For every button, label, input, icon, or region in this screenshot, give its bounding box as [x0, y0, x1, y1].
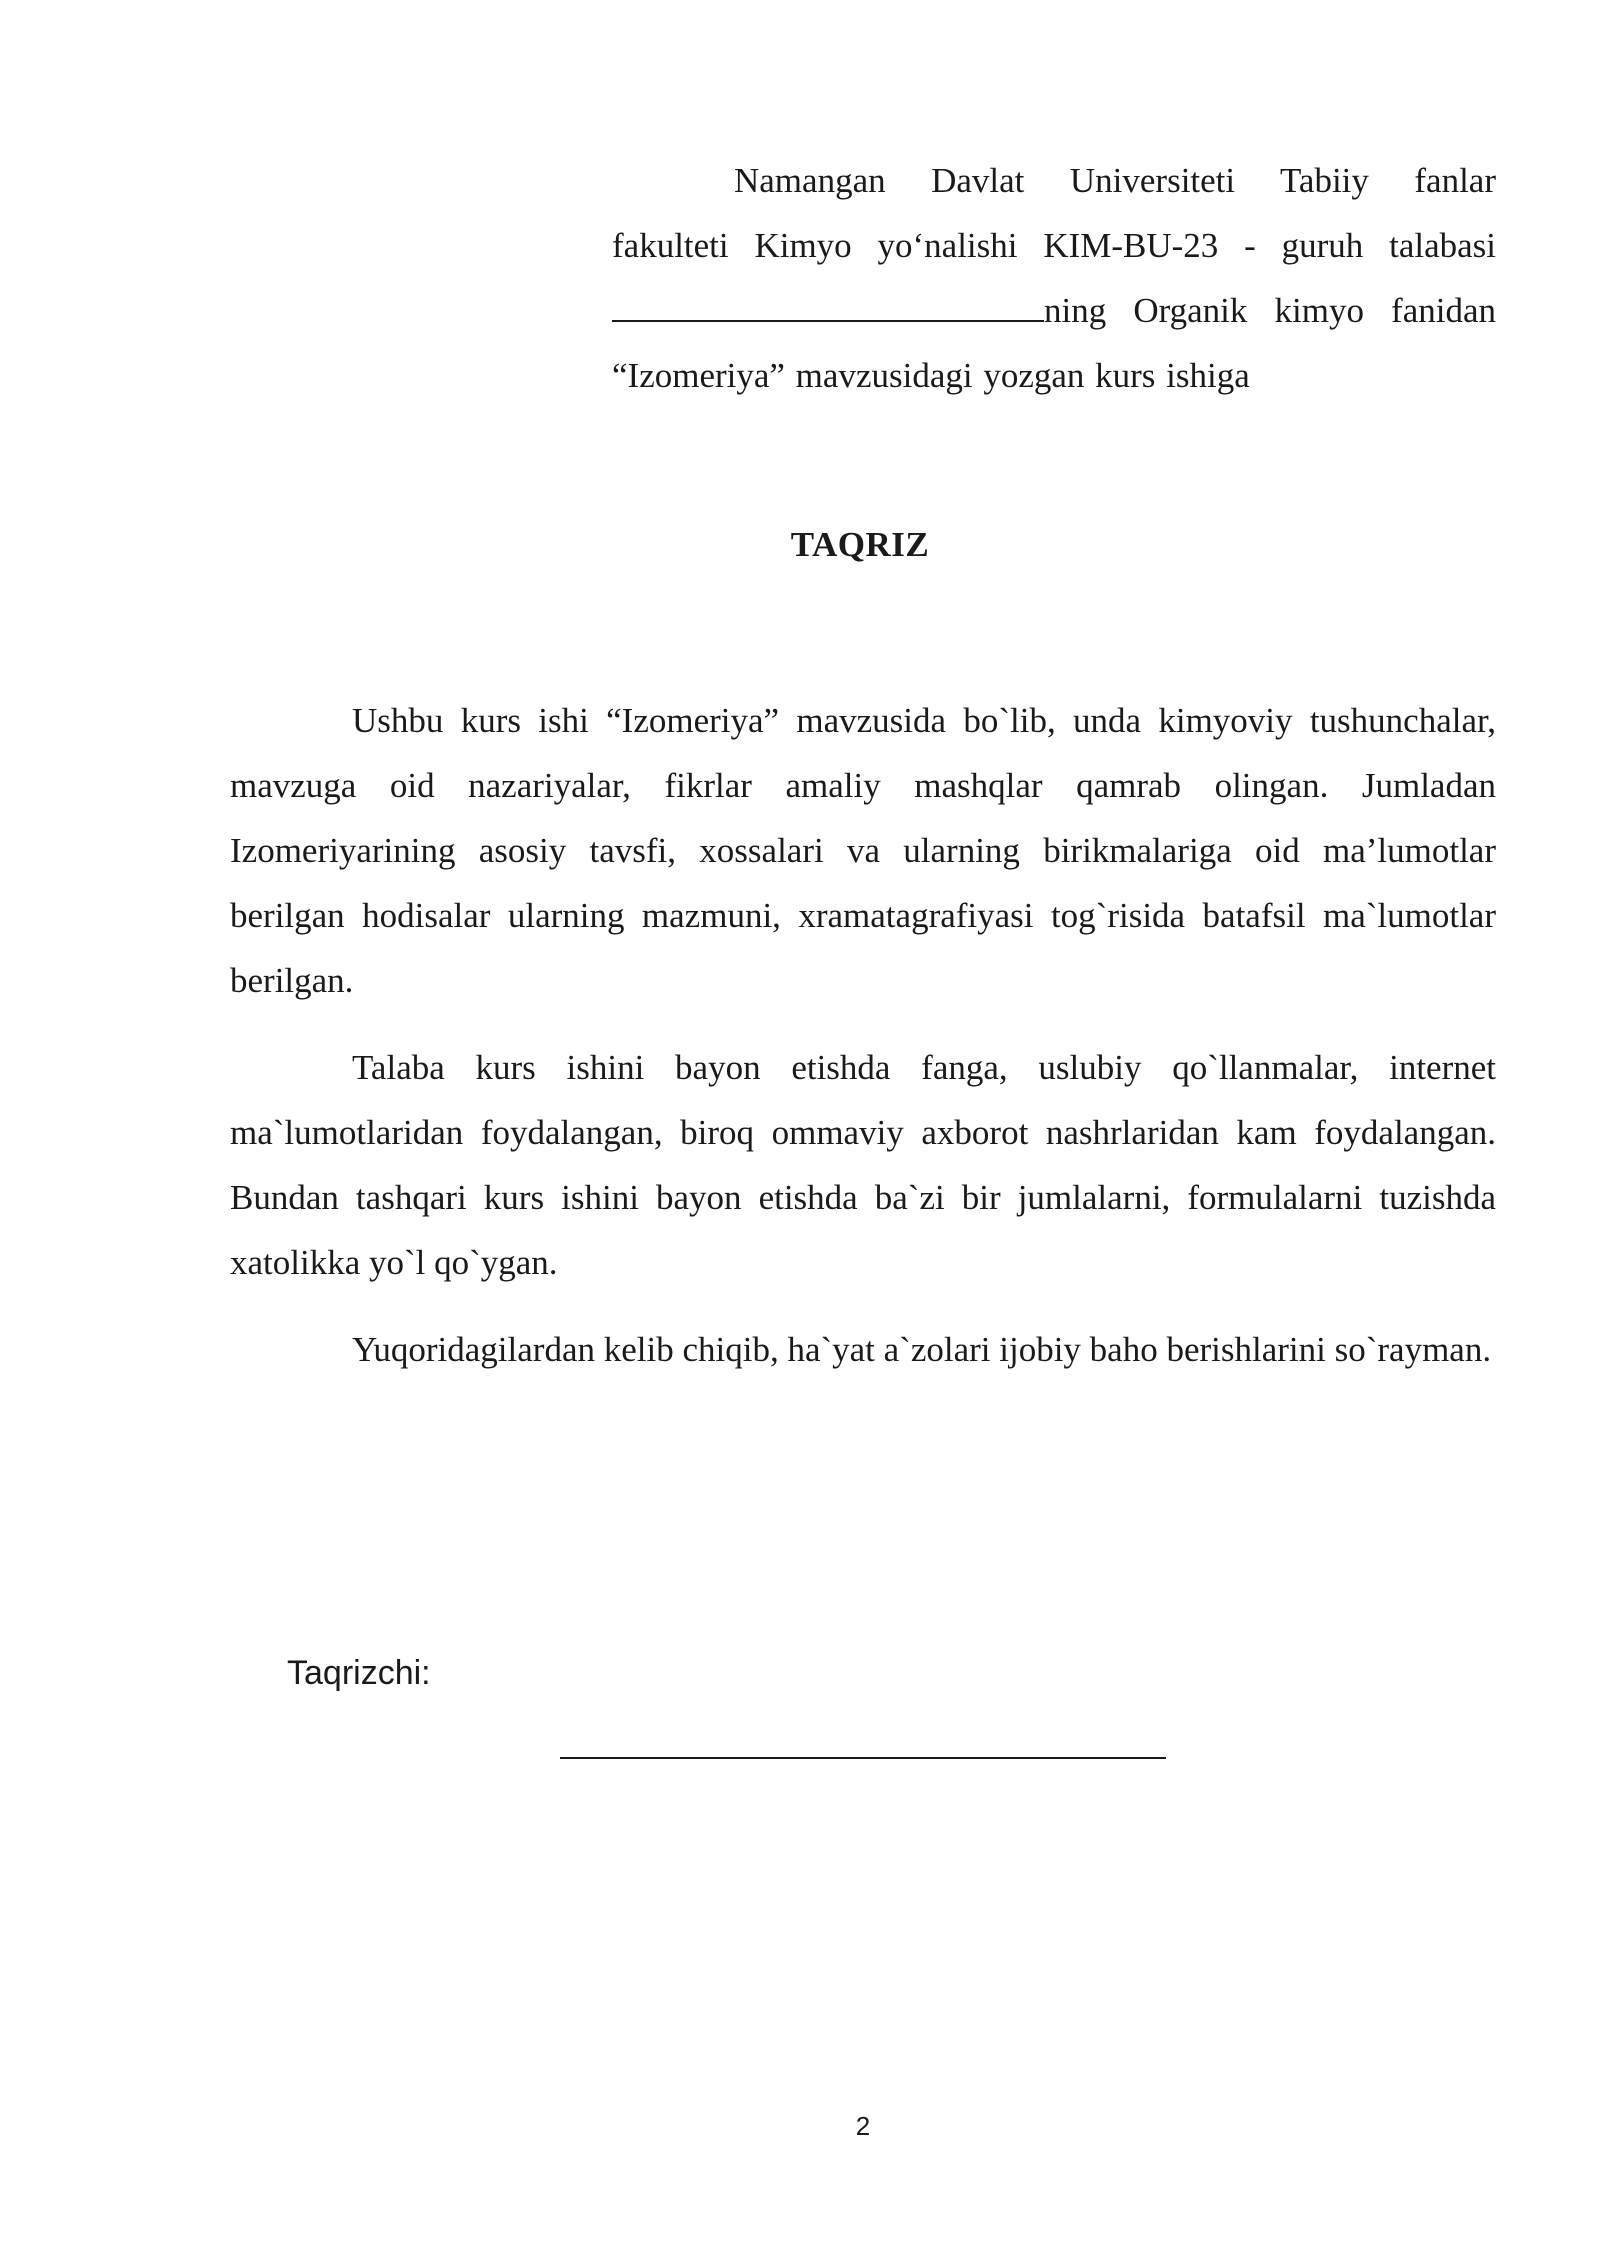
header-line-1: Namangan Davlat Universiteti Tabiiy fanlar: [734, 161, 1496, 200]
body-paragraph-2: Talaba kurs ishini bayon etishda fanga, uslubiy qo`llanmalar, internet ma`lumotlaridan foydalangan, biroq ommaviy axborot nashrlaridan kam foydalangan. Bundan tashqari kurs ishini bayon etishda ba`zi bir jumlalarni, formulalarni tuzishda xatolikka yo`l qo`ygan.: [230, 1048, 1496, 1282]
body-paragraph-3: Yuqoridagilardan kelib chiqib, ha`yat a`zolari ijobiy baho berishlarini so`rayman.: [352, 1330, 1492, 1369]
reviewer-label: Taqrizchi:: [287, 1654, 431, 1692]
page-number: 2: [855, 2111, 871, 2141]
document-title: TAQRIZ: [790, 525, 930, 564]
review-body: [230, 688, 1496, 1404]
header-line-3-text: ning Organik kimyo fanidan: [1044, 291, 1496, 330]
header-line-4: “Izomeriya” mavzusidagi yozgan kurs ishiga: [612, 356, 1250, 395]
signature-line: [560, 1757, 1166, 1759]
body-paragraph-1: Ushbu kurs ishi “Izomeriya” mavzusida bo`lib, unda kimyoviy tushunchalar, mavzuga oid nazariyalar, fikrlar amaliy mashqlar qamrab olingan. Jumladan Izomeriyarining asosiy tavsfi, xossalari va ularning birikmalariga oid ma’lumotlar berilgan hodisalar ularning mazmuni, xramatagrafiyasi tog`risida batafsil ma`lumotlar berilgan.: [230, 701, 1496, 1000]
header-line-2: fakulteti Kimyo yo‘nalishi KIM-BU-23 - guruh talabasi: [612, 226, 1496, 265]
recipient-header: [612, 148, 1496, 408]
student-name-blank: [612, 290, 1044, 322]
header-line-3: [612, 278, 1496, 343]
